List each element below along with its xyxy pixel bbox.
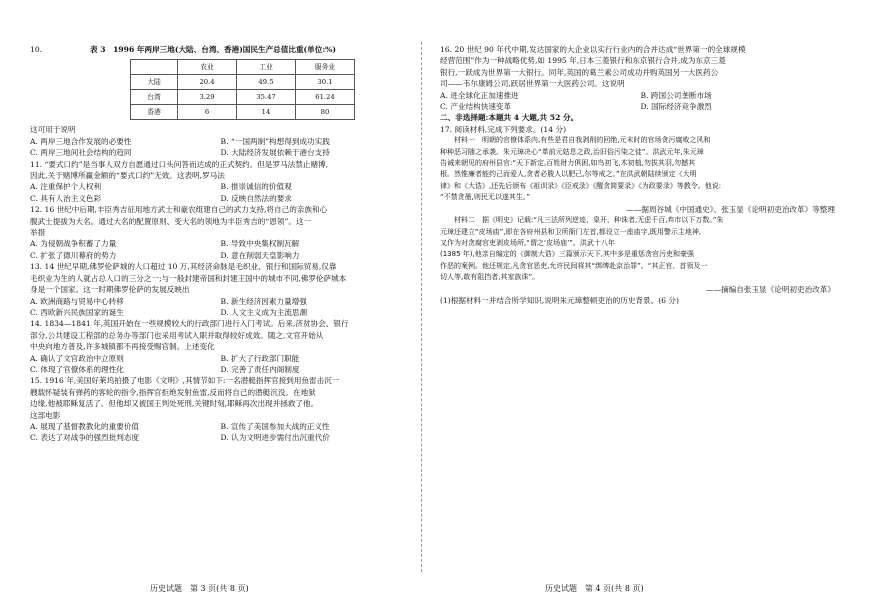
q12 xyxy=(30,204,405,261)
material-line: 种种恶习随之承袭。朱元璋决心“革前元姑息之政,治旧俗污染之徒”。洪武元年,朱元璋 xyxy=(440,147,704,156)
table-row xyxy=(131,75,355,90)
q15-line: 边缘,他被耶稣复活了。但他却又被国王判处死刑,关键时刻,耶稣再次出现并拯救了他。 xyxy=(30,399,319,409)
q14-line: 14. 1834—1841 年,英国开始在一些规模较大的行政部门进行入门考试。后来,济贫协会、银行 xyxy=(30,319,349,329)
option: B. 推崇诚信的价值观 xyxy=(220,182,292,192)
option: D. 国际经济竞争激烈 xyxy=(640,102,712,112)
material-line: 作恶的案例。他还规定,凡贪官恶吏,允许民间将其“绑缚赴京治罪”。“其正官、首领及一 xyxy=(440,261,708,270)
q14-options xyxy=(30,353,405,376)
material-line: 元璋还建立“皮场庙”,即在各府州县和卫所衙门左首,都设立一座庙宇,既用警示主地神, xyxy=(440,227,702,236)
page-4-column xyxy=(440,44,835,306)
material-line: 又作为对贪腐官吏剥皮场所,“谓之‘皮场庙’”。洪武十八年 xyxy=(440,238,615,247)
option: D. 完善了责任内阁制度 xyxy=(220,364,300,374)
section-heading: 二、非选择题:本题共 4 大题,共 52 分。 xyxy=(440,113,579,123)
page-3-column xyxy=(30,44,405,444)
q15 xyxy=(30,375,405,443)
option: A. 进全球化正加速推进 xyxy=(440,90,519,100)
table-cell: 大陆 xyxy=(131,75,178,90)
q16-options xyxy=(440,90,835,113)
table-cell: 香港 xyxy=(131,105,178,120)
option: C. 西欧新兴民族国家的诞生 xyxy=(30,307,124,317)
option: B. 扩大了行政部门职能 xyxy=(220,353,300,363)
q12-line: 12. 16 世纪中后期,丰臣秀吉征用地方武士和豪农组建自己的武力支持,将自己的亲族和心 xyxy=(30,205,328,215)
table-row xyxy=(131,90,355,105)
table-cell: 服务业 xyxy=(296,60,355,75)
q10-table-title: 表 3 1996 年两岸三地(大陆、台湾、香港)国民生产总值比重(单位:%) xyxy=(90,45,336,54)
option: A. 为侵朝战争积蓄了力量 xyxy=(30,239,117,249)
footer-page-3: 历史试题 第 3 页(共 8 页) xyxy=(150,584,249,593)
table-cell: 30.1 xyxy=(296,75,355,90)
option: C. 扩张了德川幕府的势力 xyxy=(30,250,117,260)
q15-line: 艘载怀疑装有弹药的客轮的指令,指挥官拒绝发射鱼雷,反而将自己的潜艇沉没。在地狱 xyxy=(30,387,316,397)
option: B. “一国两制”构想得到成功实践 xyxy=(220,136,330,146)
material-1-source: ——据周谷城《中国通史》、张玉显《论明初吏治改革》等整理 xyxy=(626,204,835,214)
q12-options xyxy=(30,238,405,261)
option: D. 大陆经济发展依赖于港台支持 xyxy=(220,148,330,158)
q12-line: 腹武士提拔为大名。通过大名的配置原则、变大名的领地为丰臣秀吉的“恩领”。这一 xyxy=(30,216,312,226)
option: C. 体现了官僚体系的理性化 xyxy=(30,364,124,374)
table-row xyxy=(131,105,355,120)
option: C. 表达了对战争的强烈批判态度 xyxy=(30,433,140,443)
q15-line: 这部电影 xyxy=(30,410,61,420)
footer-page-4: 历史试题 第 4 页(共 8 页) xyxy=(545,584,644,593)
option: C. 两岸三地间社会结构的趋同 xyxy=(30,148,132,158)
option: B. 宣传了美国参加大战的正义性 xyxy=(220,421,330,431)
material-line: (1385 年),他亲自编定的《御制大诰》三篇颁示天下,其中多是重惩贪官污吏和豪强 xyxy=(440,250,694,259)
q10-stem: 这可用于说明 xyxy=(30,125,76,135)
q11-options xyxy=(30,181,405,204)
option: D. 认为文明进步需付出沉重代价 xyxy=(220,433,330,443)
table-cell: 80 xyxy=(296,105,355,120)
q10-header xyxy=(30,44,405,55)
q14 xyxy=(30,318,405,375)
q11-line: 11. “要式口约”是当事人双方自愿通过口头问答而达成的正式契约。但是罗马法禁止赌博, xyxy=(30,159,329,169)
table-cell: 35.47 xyxy=(237,90,296,105)
material-1 xyxy=(440,135,835,203)
material-line: “不禁贪墨,则民无以遂其生。” xyxy=(440,193,530,202)
table-cell: 20.4 xyxy=(178,75,237,90)
q13 xyxy=(30,261,405,318)
option: C. 具有人治主义色彩 xyxy=(30,193,102,203)
q11-line: 因此,关于赌博所赢金额的“要式口约”无效。这表明,罗马法 xyxy=(30,171,225,181)
material-2-source: ——摘编自张玉显《论明初吏治改革》 xyxy=(705,284,835,294)
q10-options xyxy=(30,136,405,159)
option: A. 确认了文官政治中立原则 xyxy=(30,353,124,363)
table-cell: 3.29 xyxy=(178,90,237,105)
table-header-row xyxy=(131,60,355,75)
table-cell: 61.24 xyxy=(296,90,355,105)
q13-line: 毛织业为生的人就占总人口的三分之一;与一般封建帝国和封建王国中的城市不同,佛罗伦萨城本 xyxy=(30,273,347,283)
q13-options xyxy=(30,296,405,319)
material-line: 切人等,敢有阻挡者,其家族诛”。 xyxy=(440,273,540,282)
q17-head: 17. 阅读材料,完成下列要求。(14 分) xyxy=(440,124,567,134)
material-line: 材料二 据《明史》记载:“凡三法所列逆迹、臬开、种诛者,无虑千百,弃市以下万数。”朱 xyxy=(454,216,724,225)
material-2 xyxy=(440,215,835,283)
q12-line: 举措 xyxy=(30,228,46,238)
material-line: 告诫来朝见的府州县官:“天下新定,百姓财力俱困,如鸟初飞,木初植,勿拔其羽,勿撼其 xyxy=(440,159,696,168)
table-cell xyxy=(131,60,178,75)
q13-line: 身是一个国家。这一时期佛罗伦萨的发展反映出 xyxy=(30,285,190,295)
q17-task-1: (1)根据材料一并结合所学知识,说明朱元璋整顿吏治的历史背景。(6 分) xyxy=(440,295,679,305)
material-line: 律》和《大诰》,还先后颁布《祖训录》《臣戒录》《醒贪简要录》《为政要录》等教令。他说: xyxy=(440,181,722,190)
table-cell: 工业 xyxy=(237,60,296,75)
option: C. 产业结构快速变革 xyxy=(440,102,512,112)
option: A. 展现了基督教教化的重要价值 xyxy=(30,421,140,431)
option: A. 注重保护个人权利 xyxy=(30,182,102,192)
option: B. 跨国公司垄断市场 xyxy=(640,90,712,100)
q15-line: 15. 1916 年,美国好莱坞拍摄了电影《文明》,其情节如下:一名潜艇指挥官接到用鱼雷击沉一 xyxy=(30,376,340,386)
option: D. 意在削弱天皇影响力 xyxy=(220,250,300,260)
q16 xyxy=(440,44,835,112)
material-line: 材料一 明朝的官僚体系内,有些是君自我剥削的回绝,元末时的官场贪污腐败之风和 xyxy=(454,136,711,145)
q16-line: 银行,一跃成为世界第一大银行。同年,英国的葛兰素公司成功并购英国另一大医药公 xyxy=(440,67,719,77)
table-cell: 农业 xyxy=(178,60,237,75)
q15-options xyxy=(30,421,405,444)
table-cell: 6 xyxy=(178,105,237,120)
column-divider xyxy=(421,42,422,572)
option: B. 新生经济因素力量增强 xyxy=(220,296,307,306)
q14-line: 中央向地方普及,许多城镇都不再接受赐官制。上述变化 xyxy=(30,342,215,352)
gnp-table xyxy=(130,59,355,120)
table-cell: 49.5 xyxy=(237,75,296,90)
q16-line: 16. 20 世纪 90 年代中期,发达国家的大企业以实行行业内的合并达成“世界第一的全球规模 xyxy=(440,45,746,54)
table-cell: 14 xyxy=(237,105,296,120)
q10-number: 10. xyxy=(30,45,43,54)
option: A. 欧洲商路与贸易中心转移 xyxy=(30,296,124,306)
material-line: 根。然惟廉者能约己而爱人,贪者必朘人以肥己,尔等戒之。”在洪武朝陆续颁定《大明 xyxy=(440,170,697,179)
table-cell: 台湾 xyxy=(131,90,178,105)
q16-line: 经营范围”作为一种战略优势,如 1995 年,日本三菱银行和东京银行合并,成为东京三菱 xyxy=(440,56,726,66)
q13-line: 13. 14 世纪早期,佛罗伦萨城的人口超过 10 万,其经济命脉是毛织业、银行和国际贸易,仅靠 xyxy=(30,262,337,272)
q11 xyxy=(30,159,405,205)
option: B. 导致中央集权制瓦解 xyxy=(220,239,300,249)
q16-line: 司——韦尔康姆公司,跃居世界第一大医药公司。这说明 xyxy=(440,79,625,89)
option: D. 反映自然法的要求 xyxy=(220,193,292,203)
option: A. 两岸三地合作发展的必要性 xyxy=(30,136,132,146)
option: D. 人文主义成为主流思潮 xyxy=(220,307,308,317)
q14-line: 部分,公共建设工程部的总务办等部门也采用考试入职并取得较好成效。随之,文官开始从 xyxy=(30,330,324,340)
